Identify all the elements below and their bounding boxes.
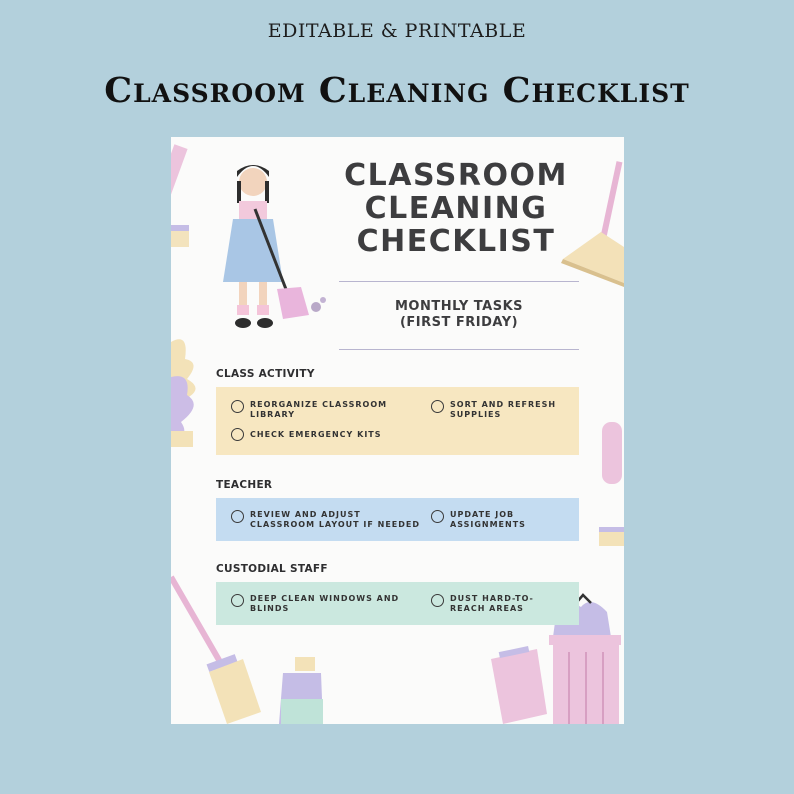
checklist-item[interactable] bbox=[431, 510, 526, 530]
checklist-item[interactable] bbox=[431, 400, 556, 420]
task-label: REORGANIZE CLASSROOM LIBRARY bbox=[250, 400, 388, 419]
checkbox-icon[interactable] bbox=[431, 510, 444, 523]
sheet-title: CLASSROOM CLEANING CHECKLIST bbox=[344, 158, 568, 259]
task-label: DUST HARD-TO- REACH AREAS bbox=[450, 594, 534, 613]
spray-bottle-icon bbox=[279, 657, 323, 724]
task-label: CHECK EMERGENCY KITS bbox=[250, 430, 382, 439]
checkbox-icon[interactable] bbox=[231, 428, 244, 441]
checklist-sheet bbox=[171, 137, 624, 724]
checklist-item[interactable] bbox=[231, 428, 382, 441]
checklist-item[interactable] bbox=[231, 400, 387, 420]
divider bbox=[339, 281, 579, 282]
schedule-label: MONTHLY TASKS (FIRST FRIDAY) bbox=[394, 299, 524, 330]
rubber-glove-icon bbox=[599, 422, 624, 546]
checklist-item[interactable] bbox=[431, 594, 534, 614]
task-label: REVIEW AND ADJUST CLASSROOM LAYOUT IF NEEDED bbox=[250, 510, 420, 529]
section-label-custodial-staff: CUSTODIAL STAFF bbox=[216, 563, 328, 575]
task-label: SORT AND REFRESH SUPPLIES bbox=[450, 400, 557, 419]
section-label-class-activity: CLASS ACTIVITY bbox=[216, 368, 315, 380]
checkbox-icon[interactable] bbox=[431, 400, 444, 413]
checklist-item[interactable] bbox=[231, 510, 420, 530]
bucket-icon bbox=[491, 646, 547, 724]
task-label: DEEP CLEAN WINDOWS AND BLINDS bbox=[250, 594, 400, 613]
divider bbox=[339, 349, 579, 350]
broom-icon bbox=[171, 144, 189, 247]
section-band-class-activity bbox=[216, 387, 579, 455]
checkbox-icon[interactable] bbox=[231, 594, 244, 607]
checklist-item[interactable] bbox=[231, 594, 399, 614]
task-label: UPDATE JOB ASSIGNMENTS bbox=[450, 510, 526, 529]
page-subtitle: EDITABLE & PRINTABLE bbox=[267, 20, 527, 42]
feather-duster-icon bbox=[171, 339, 196, 447]
checkbox-icon[interactable] bbox=[231, 400, 244, 413]
checkbox-icon[interactable] bbox=[231, 510, 244, 523]
checkbox-icon[interactable] bbox=[431, 594, 444, 607]
section-label-teacher: TEACHER bbox=[216, 479, 273, 491]
page-title: Classroom Cleaning Checklist bbox=[104, 70, 690, 111]
